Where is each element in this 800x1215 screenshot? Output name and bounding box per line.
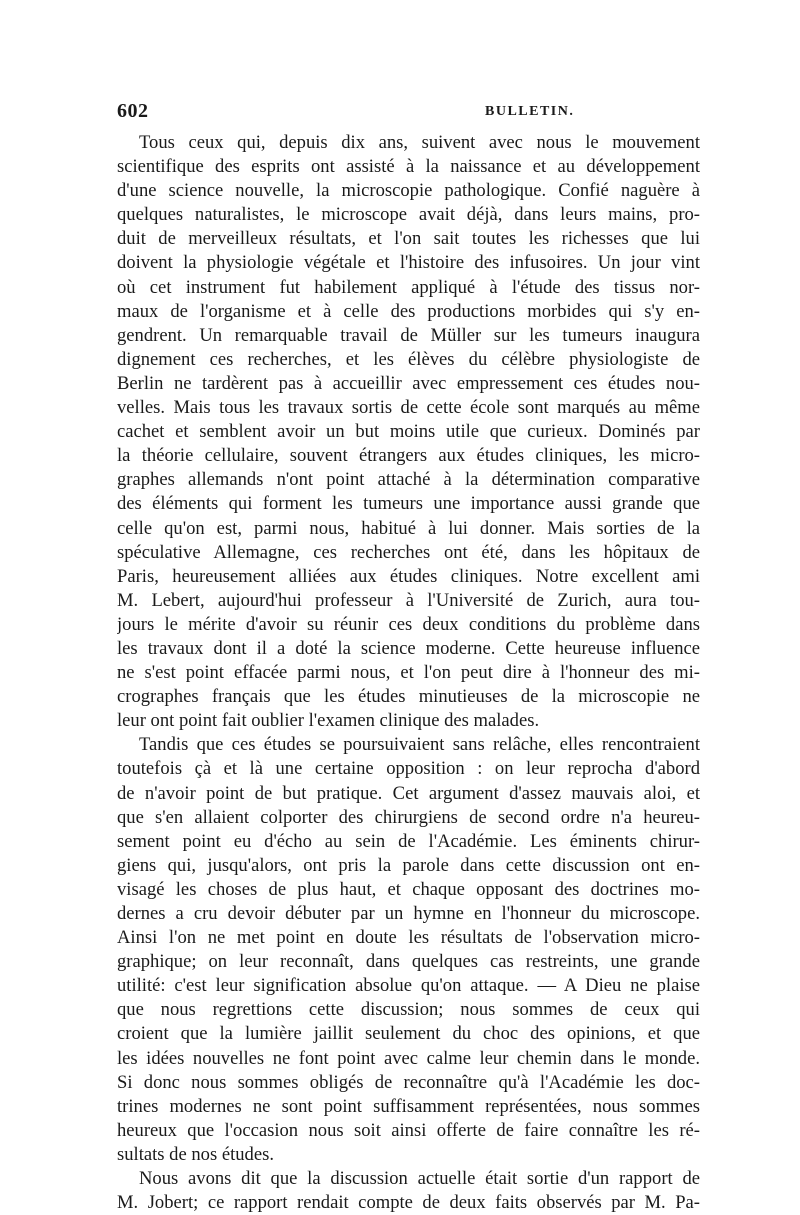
text-line: maux de l'organisme et à celle des productions morbides qui s'y en- — [117, 300, 700, 322]
page-header — [117, 100, 700, 130]
text-line: spéculative Allemagne, ces recherches ont été, dans les hôpitaux de — [117, 541, 700, 563]
text-line: cachet et semblent avoir un but moins utile que curieux. Dominés par — [117, 421, 700, 443]
text-line: Berlin ne tardèrent pas à accueillir avec empressement ces études nou- — [117, 372, 700, 394]
text-line: où cet instrument fut habilement appliqué à l'étude des tissus nor- — [117, 276, 700, 298]
text-line: les travaux dont il a doté la science moderne. Cette heureuse influence — [117, 637, 700, 659]
text-line: sement point eu d'écho au sein de l'Académie. Les éminents chirur- — [117, 830, 700, 852]
text-line: heureux que l'occasion nous soit ainsi offerte de faire connaître les ré- — [117, 1119, 700, 1141]
text-line: d'une science nouvelle, la microscopie pathologique. Confié naguère à — [117, 180, 700, 202]
body-text — [117, 131, 700, 1215]
text-line: dignement ces recherches, et les élèves du célèbre physiologiste de — [117, 348, 700, 370]
text-line: M. Jobert; ce rapport rendait compte de deux faits observés par M. Pa- — [117, 1192, 700, 1214]
text-line: ne s'est point effacée parmi nous, et l'on peut dire à l'honneur des mi- — [117, 662, 700, 684]
text-line: gendrent. Un remarquable travail de Müller sur les tumeurs inaugura — [117, 324, 700, 346]
text-line: Nous avons dit que la discussion actuelle était sortie d'un rapport de — [139, 1168, 700, 1190]
text-line: dernes a cru devoir débuter par un hymne en l'honneur du microscope. — [117, 903, 700, 924]
text-line: que nous regrettions cette discussion; nous sommes de ceux qui — [117, 999, 700, 1021]
text-line: utilité: c'est leur signification absolue qu'on attaque. — A Dieu ne plaise — [117, 975, 700, 997]
text-line: sultats de nos études. — [117, 1143, 274, 1165]
page-number: 602 — [117, 100, 149, 122]
running-title: BULLETIN. — [485, 104, 575, 119]
text-line: velles. Mais tous les travaux sortis de cette école sont marqués au même — [117, 397, 700, 419]
text-line: des éléments qui forment les tumeurs une importance aussi grande que — [117, 493, 700, 515]
text-line: Si donc nous sommes obligés de reconnaître qu'à l'Académie les doc- — [117, 1071, 700, 1093]
text-line: giens qui, jusqu'alors, ont pris la parole dans cette discussion ont en- — [117, 854, 700, 876]
text-line: crographes français que les études minutieuses de la microscopie ne — [117, 686, 700, 708]
text-line: la théorie cellulaire, souvent étrangers aux études cliniques, les micro- — [117, 445, 700, 467]
text-line: Paris, heureusement alliées aux études cliniques. Notre excellent ami — [117, 565, 700, 587]
text-line: jours le mérite d'avoir su réunir ces deux conditions du problème dans — [117, 613, 700, 635]
text-line: que s'en allaient colporter des chirurgiens de second ordre n'a heureu- — [117, 806, 700, 828]
text-line: M. Lebert, aujourd'hui professeur à l'Université de Zurich, aura tou- — [117, 589, 700, 611]
text-line: duit de merveilleux résultats, et l'on sait toutes les richesses que lui — [117, 228, 700, 250]
text-line: de n'avoir point de but pratique. Cet argument d'assez mauvais aloi, et — [117, 782, 700, 804]
text-line: quelques naturalistes, le microscope avait déjà, dans leurs mains, pro- — [117, 204, 700, 226]
text-line: leur ont point fait oublier l'examen clinique des malades. — [117, 710, 540, 732]
text-line: les idées nouvelles ne font point avec calme leur chemin dans le monde. — [117, 1047, 700, 1069]
text-line: Tous ceux qui, depuis dix ans, suivent avec nous le mouvement — [139, 132, 700, 153]
text-line: croient que la lumière jaillit seulement du choc des opinions, et que — [117, 1023, 700, 1045]
text-line: doivent la physiologie végétale et l'histoire des infusoires. Un jour vint — [117, 252, 700, 274]
text-line: trines modernes ne sont point suffisamment représentées, nous sommes — [117, 1095, 700, 1117]
text-line: graphes allemands n'ont point attaché à la détermination comparative — [117, 469, 700, 491]
text-line: Ainsi l'on ne met point en doute les résultats de l'observation micro- — [117, 927, 700, 949]
text-line: visagé les choses de plus haut, et chaque opposant des doctrines mo- — [117, 878, 700, 900]
text-line: celle qu'on est, parmi nous, habitué à lui donner. Mais sorties de la — [117, 517, 700, 539]
text-line: graphique; on leur reconnaît, dans quelques cas restreints, une grande — [117, 951, 700, 973]
text-line: Tandis que ces études se poursuivaient sans relâche, elles rencontraient — [139, 734, 700, 756]
text-line: scientifique des esprits ont assisté à la naissance et au développement — [117, 156, 700, 178]
text-line: toutefois çà et là une certaine opposition : on leur reprocha d'abord — [117, 758, 700, 780]
